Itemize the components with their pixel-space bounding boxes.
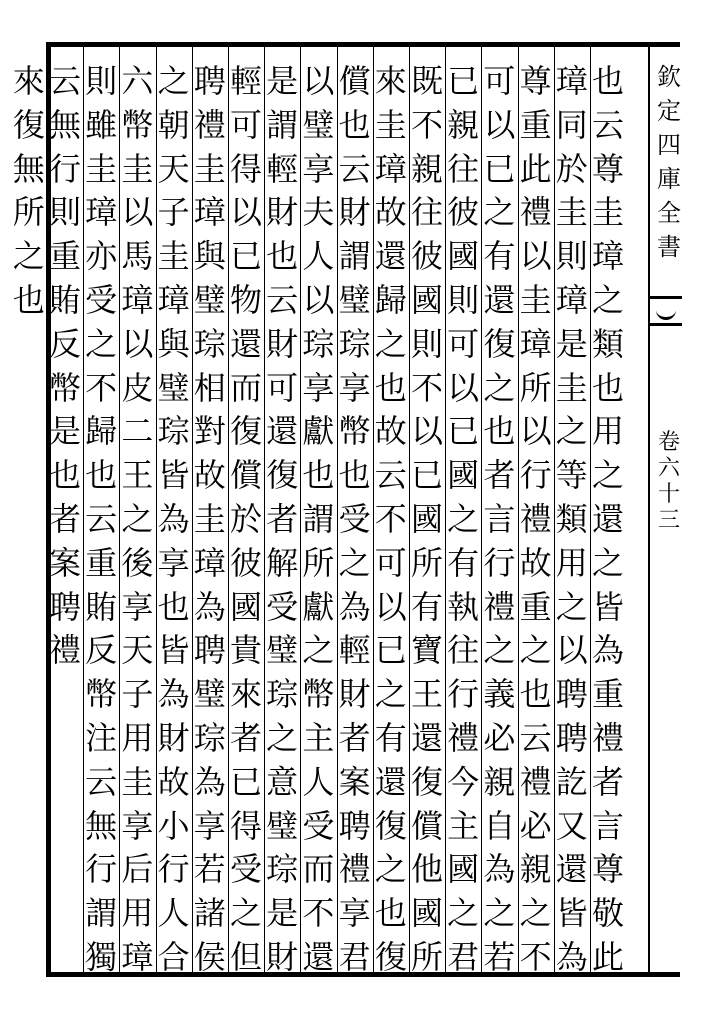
text-column: 償 也 云 財 謂 璧 琮 享 幣 也 受 之 為 輕 財 者 案 聘 禮 享 君 xyxy=(338,62,371,976)
title-glyph: 欽 xyxy=(657,63,681,91)
text-column: 來 圭 璋 故 還 歸 之 也 故 云 不 可 以 已 之 有 還 復 之 也 復 xyxy=(374,62,407,976)
title-glyph: 庫 xyxy=(657,165,681,193)
text-column: 尊 重 此 禮 以 圭 璋 所 以 行 禮 故 重 之 也 云 禮 必 親 之 不 xyxy=(519,62,552,976)
text-column: 六 幣 圭 以 馬 璋 以 皮 二 王 之 後 享 天 子 用 圭 享 后 用 璋 xyxy=(121,62,154,976)
text-column: 輕 可 得 以 已 物 還 而 復 償 於 彼 國 貴 來 者 已 得 受 之 但 xyxy=(229,62,262,976)
text-column: 以 璧 享 夫 人 以 琮 享 獻 也 謂 所 獻 之 幣 主 人 受 而 不 還 xyxy=(302,62,335,976)
volume-glyph: 三 xyxy=(657,508,680,533)
text-column: 可 以 已 之 有 還 復 之 也 者 言 行 禮 之 義 必 親 自 為 之 若 xyxy=(483,62,516,976)
header-divider xyxy=(648,47,650,972)
text-column: 也 云 尊 圭 璋 之 類 也 用 之 還 之 皆 為 重 禮 者 言 尊 敬 此 xyxy=(591,62,624,976)
volume-number xyxy=(652,430,686,534)
volume-glyph: 十 xyxy=(657,482,680,507)
volume-glyph: 六 xyxy=(657,456,680,481)
text-column: 是 謂 輕 財 也 云 財 可 還 復 者 解 受 璧 琮 之 意 璧 琮 是 財 xyxy=(266,62,299,976)
text-column: 云 無 行 則 重 賄 反 幣 是 也 者 案 聘 禮 xyxy=(48,62,81,670)
book-title-column xyxy=(652,60,686,264)
text-column: 既 不 親 往 彼 國 則 不 以 已 國 所 有 寶 王 還 復 償 他 國 所 xyxy=(410,62,443,976)
title-glyph: 全 xyxy=(657,199,681,227)
fish-tail-ornament xyxy=(650,296,682,326)
text-column: 已 親 往 彼 國 則 可 以 已 國 之 有 執 往 行 禮 今 主 國 之 君 xyxy=(447,62,480,976)
title-glyph: 四 xyxy=(657,131,681,159)
text-column: 之 朝 天 子 圭 璋 與 璧 琮 皆 為 享 也 皆 為 財 故 小 行 人 合 xyxy=(157,62,190,976)
title-glyph: 書 xyxy=(657,233,681,261)
volume-glyph: 卷 xyxy=(657,430,680,455)
text-column: 則 雖 圭 璋 亦 受 之 不 歸 也 云 重 賄 反 幣 注 云 無 行 謂 獨 xyxy=(85,62,118,976)
text-column: 璋 同 於 圭 則 璋 是 圭 之 等 類 用 之 以 聘 聘 訖 又 還 皆 為 xyxy=(555,62,588,976)
text-column: 來 復 無 所 之 也 xyxy=(12,62,45,319)
text-column: 聘 禮 圭 璋 與 璧 琮 相 對 故 圭 璋 為 聘 璧 琮 為 享 若 諸 侯 xyxy=(193,62,226,976)
title-glyph: 定 xyxy=(657,97,681,125)
